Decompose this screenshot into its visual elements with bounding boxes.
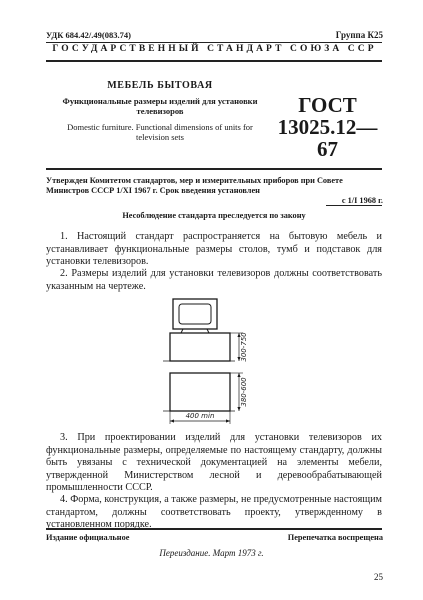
- title-ru: МЕБЕЛЬ БЫТОВАЯ: [107, 80, 213, 91]
- title-en: Domestic furniture. Functional dimensions of units for television sets: [67, 122, 253, 142]
- table-top-outline: [163, 333, 235, 361]
- reprint-note: Переиздание. Март 1973 г.: [159, 548, 264, 558]
- cabinet-outline: [163, 373, 235, 411]
- header-rule-top: [46, 42, 382, 43]
- reprint-ban-label: Перепечатка воспрещена: [287, 533, 383, 542]
- gost-label: ГОСТ: [298, 93, 357, 117]
- tv-stand-drawing: [155, 296, 265, 430]
- udk-code: УДК 684.42/.49(083.74): [46, 30, 131, 40]
- title-rule: [46, 168, 382, 170]
- effective-date: с 1/I 1968 г.: [341, 196, 383, 205]
- official-edition-label: Издание официальное: [46, 533, 130, 542]
- paragraph-4: 4. Форма, конструкция, а также размеры, не предусмотренные настоящим стандартом, должны соответствовать проекту, утвержденному в установленном порядке.: [46, 494, 382, 530]
- effective-date-rule: [326, 205, 382, 206]
- paragraph-3: 3. При проектировании изделий для установки телевизоров их функциональные размеры, определяемые по настоящему стандарту, должны быть увязаны с технической документацией на элементы мебели, утвержденной Министерством лесной и деревообрабатывающей промышленности СССР.: [46, 432, 382, 493]
- tv-set-icon: [173, 299, 217, 333]
- footer-rule: [46, 528, 382, 530]
- dim-bottom-height-label: 380-600: [240, 377, 248, 407]
- approval-text: Утвержден Комитетом стандартов, мер и измерительных приборов при Совете Министров СССР 1/XI 1967 г. Срок введения установлен: [46, 176, 343, 195]
- gost-number: 13025.12—67: [277, 115, 378, 161]
- dim-width-label: 400 min: [185, 412, 215, 420]
- dim-top-height-label: 300-750: [240, 332, 248, 362]
- title-ru-subtitle: Функциональные размеры изделий для установки телевизоров: [62, 96, 258, 116]
- compliance-note: Несоблюдение стандарта преследуется по закону: [122, 211, 306, 220]
- group-code: Группа К25: [335, 30, 383, 40]
- header-rule-bottom: [46, 60, 382, 62]
- paragraph-1: 1. Настоящий стандарт распространяется на бытовую мебель и устанавливает функциональные размеры столов, тумб и подставок для установки телевизоров.: [46, 231, 382, 267]
- page-number: 25: [374, 572, 383, 582]
- state-standard-title: ГОСУДАРСТВЕННЫЙ СТАНДАРТ СОЮЗА ССР: [52, 44, 377, 54]
- paragraph-2: 2. Размеры изделий для установки телевизоров должны соответствовать указанным на чертеже.: [46, 268, 382, 292]
- gost-designation: [270, 94, 385, 160]
